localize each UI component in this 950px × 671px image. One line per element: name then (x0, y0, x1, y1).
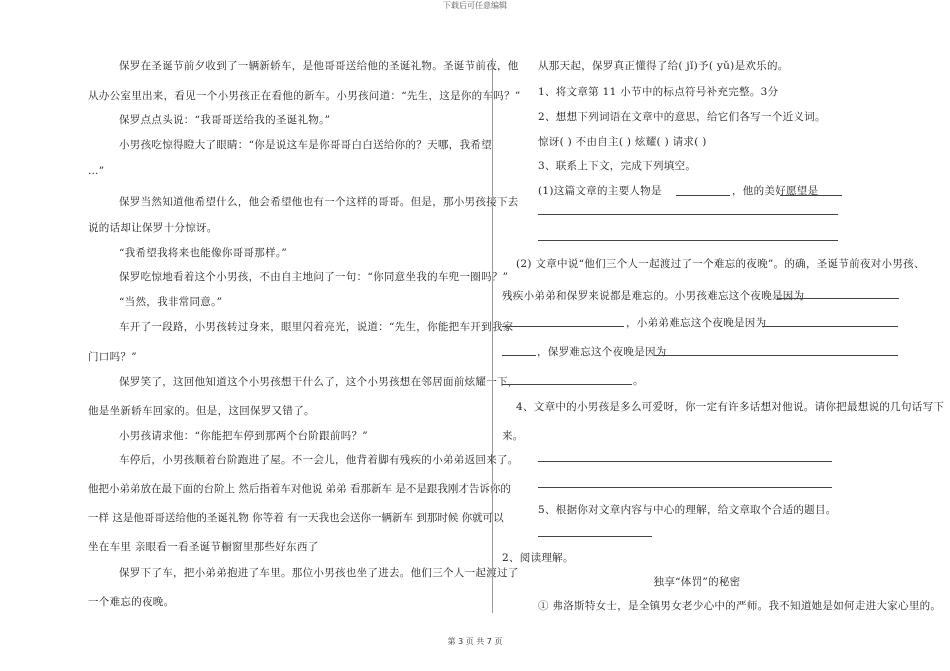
answer-line[interactable] (502, 384, 632, 385)
paragraph-line: ① 弗洛斯特女士，是全镇男女老少心中的严师。我不知道她是如何走进大家心里的。 (538, 600, 942, 612)
page-footer: 第 3 页 共 7 页 (447, 637, 503, 646)
question-3-2: (2) 文章中说“他们三个人一起渡过了一个难忘的夜晚”。的确，圣诞节前夜对小男孩、 (516, 258, 925, 270)
answer-line[interactable] (538, 536, 652, 537)
paragraph-line: 小男孩请求他：“你能把车停到那两个台阶跟前吗？” (119, 430, 368, 442)
question-3: 3、联系上下文，完成下列填空。 (538, 160, 697, 172)
paragraph-line: 他是坐新轿车回家的。但是，这回保罗又错了。 (88, 405, 315, 417)
paragraph-line: 来。 (502, 430, 524, 442)
paragraph-line: 保罗在圣诞节前夕收到了一辆新轿车，是他哥哥送给他的圣诞礼物。圣诞节前夜，他 (119, 60, 519, 72)
synonym-blanks: 惊讶( ) 不由自主( ) 炫耀( ) 请求( ) (538, 136, 707, 148)
paragraph-line: …” (88, 165, 105, 177)
paragraph-line: 一样 这是他哥哥送给他的圣诞礼物 你等着 有一天我也会送你一辆新车 到那时候 你就可以 (88, 512, 504, 524)
answer-line[interactable] (538, 214, 838, 215)
question-1: 1、将文章第 11 小节中的标点符号补充完整。3分 (538, 86, 779, 98)
paragraph-line: 保罗吃惊地看着这个小男孩，不由自主地问了一句：“你同意坐我的车兜一圈吗？” (119, 271, 509, 283)
paragraph-line: 从那天起，保罗真正懂得了给( jǐ)予( yǔ)是欢乐的。 (538, 60, 789, 72)
answer-line[interactable] (502, 355, 536, 356)
article-title: 独享“体罚”的秘密 (653, 576, 741, 588)
paragraph-line: 一个难忘的夜晚。 (88, 596, 175, 608)
paragraph-line: 小男孩吃惊得瞪大了眼睛：“你是说这车是你哥哥白白送给你的？天哪，我希望 (119, 139, 492, 151)
column-divider (492, 58, 493, 613)
paragraph-line: 车停后，小男孩顺着台阶跑进了屋。不一会儿，他背着脚有残疾的小弟弟返回来了。 (119, 454, 519, 466)
fill-blank-prompt: 残疾小弟弟和保罗来说都是难忘的。小男孩难忘这个夜晚是因为 (502, 290, 805, 302)
question-2: 2、想想下列词语在文章中的意思，给它们各写一个近义词。 (538, 111, 826, 123)
answer-line[interactable] (777, 298, 899, 299)
paragraph-line: 说的话却让保罗十分惊讶。 (88, 222, 218, 234)
paragraph-line: 车开了一段路，小男孩转过身来，眼里闪着亮光，说道：“先生，你能把车开到我家 (119, 321, 514, 333)
answer-line[interactable] (780, 195, 842, 196)
reading-section-heading: 2、阅读理解。 (502, 552, 574, 564)
paragraph-line: 保罗下了车，把小弟弟抱进了车里。那位小男孩也坐了进去。他们三个人一起渡过了 (119, 567, 519, 579)
paragraph-line: 他把小弟弟放在最下面的台阶上 然后指着车对他说 弟弟 看那新车 是不是跟我刚才告诉你的 (88, 483, 511, 495)
paragraph-line: “当然，我非常同意。” (119, 296, 223, 308)
answer-line[interactable] (676, 195, 730, 196)
answer-line[interactable] (538, 240, 838, 241)
answer-line[interactable] (538, 487, 832, 488)
fill-blank-prompt: ，他的美好愿望是 (732, 185, 819, 197)
answer-line[interactable] (654, 355, 898, 356)
answer-line[interactable] (502, 326, 624, 327)
paragraph-line: “我希望我将来也能像你哥哥那样。” (119, 247, 288, 259)
paragraph-line: 从办公室里出来，看见一个小男孩正在看他的新车。小男孩问道：“先生，这是你的车吗？” (88, 90, 521, 102)
fill-blank-prompt: ，保罗难忘这个夜晚是因为 (537, 346, 667, 358)
page-header: 下载后可任意编辑 (443, 1, 507, 10)
answer-line[interactable] (762, 326, 898, 327)
paragraph-line: 保罗笑了，这回他知道这个小男孩想干什么了，这个小男孩想在邻居面前炫耀一下， (119, 376, 519, 388)
question-4: 4、文章中的小男孩是多么可爱呀，你一定有许多话想对他说。请你把最想说的几句话写下 (516, 401, 945, 413)
paragraph-line: 保罗当然知道他希望什么，他会希望他也有一个这样的哥哥。但是，那小男孩接下去 (119, 196, 519, 208)
paragraph-line: 坐在车里 亲眼看一看圣诞节橱窗里那些好东西了 (88, 541, 319, 553)
fill-blank-prompt: 。 (633, 375, 644, 387)
paragraph-line: 门口吗？” (88, 351, 137, 363)
fill-blank-prompt: (1)这篇文章的主要人物是 (538, 185, 662, 197)
fill-blank-prompt: ，小弟弟难忘这个夜晚是因为 (626, 317, 767, 329)
paragraph-line: 保罗点点头说：“我哥哥送给我的圣诞礼物。” (119, 114, 331, 126)
question-5: 5、根据你对文章内容与中心的理解，给文章取个合适的题目。 (538, 504, 837, 516)
answer-line[interactable] (538, 461, 832, 462)
